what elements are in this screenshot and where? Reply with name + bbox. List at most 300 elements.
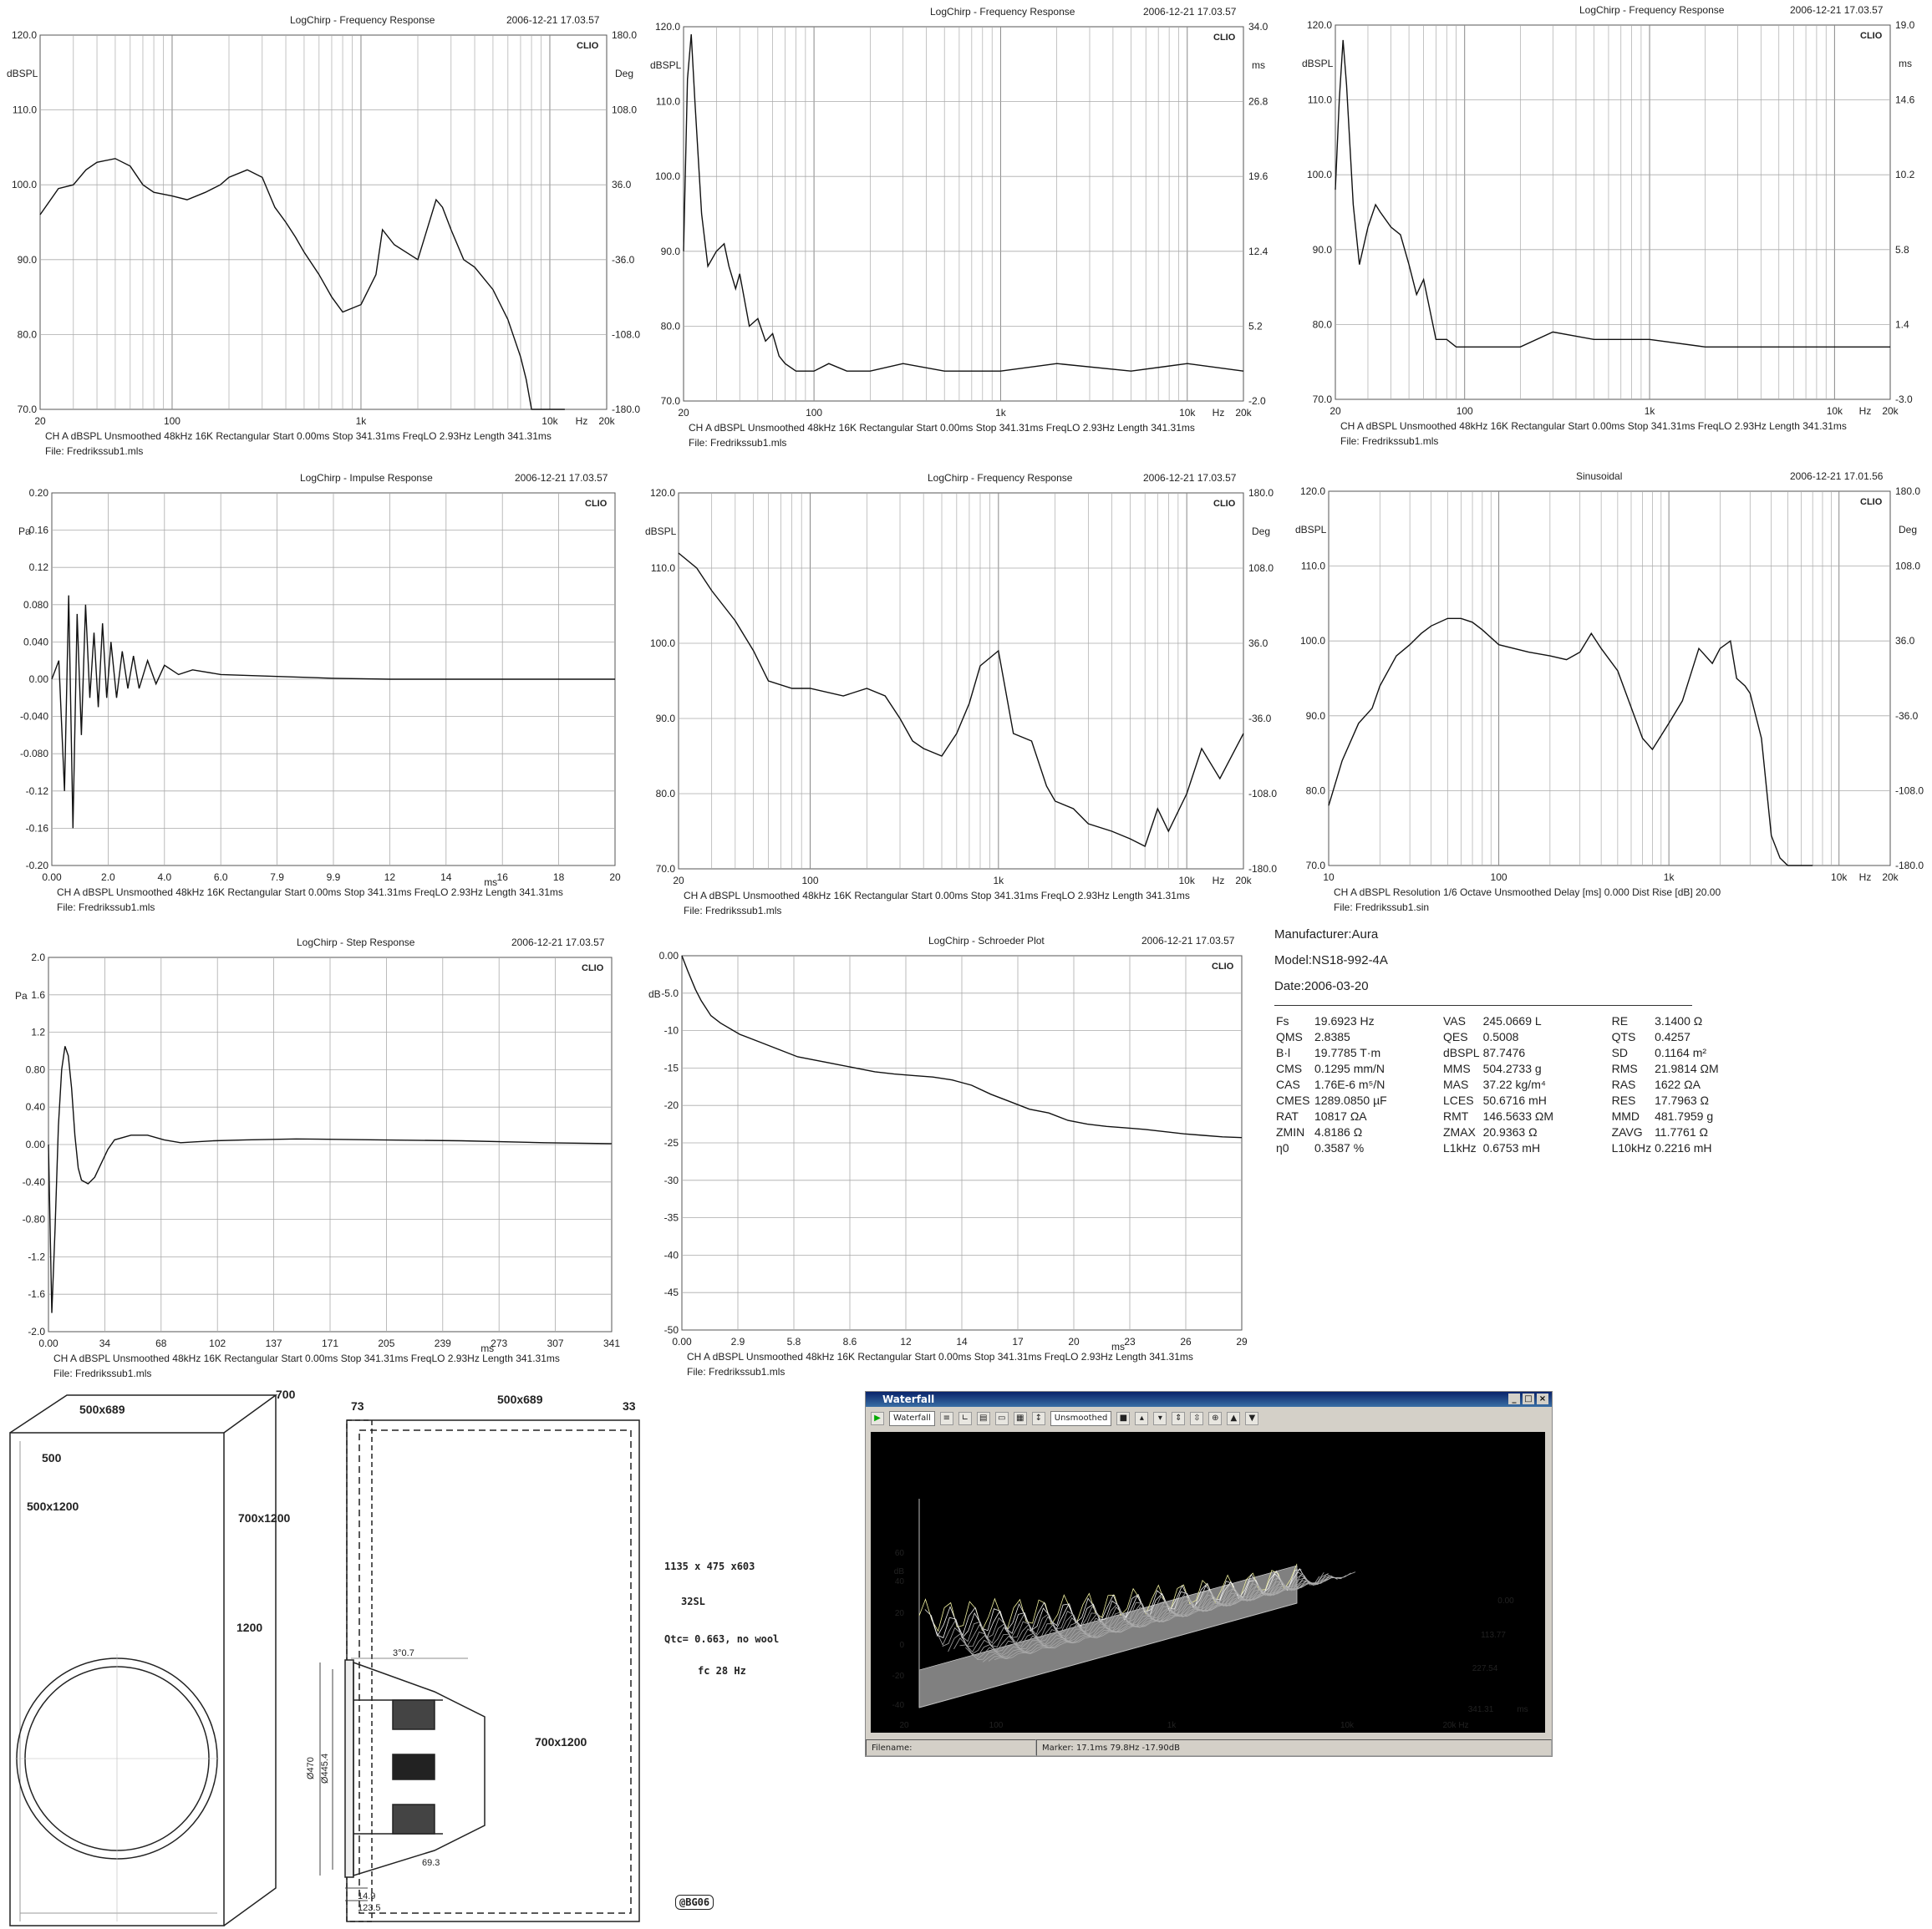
y2-tick-label: 108.0 [612,104,638,116]
chart-fr-2 [643,0,1295,468]
save-icon[interactable]: ▭ [995,1412,1009,1425]
param-name: ZAVG [1611,1124,1643,1139]
chart-title: LogChirp - Frequency Response [928,472,1073,484]
y-tick-label: 90.0 [660,245,680,257]
driver-d2: 14.9 [358,1891,376,1901]
param-value: 245.0669 L [1482,1013,1542,1028]
driver-h1: Ø470 [306,1757,316,1779]
param-row [1274,1028,1782,1044]
y-tick-label: 110.0 [650,562,675,574]
chart-date: 2006-12-21 17.03.57 [1143,472,1237,484]
x-tick-label: 2.0 [101,871,115,883]
model: Model:NS18-992-4A [1274,953,1388,967]
y-tick-label: 100.0 [654,170,680,183]
param-row [1274,1140,1782,1155]
y-tick-label: 120.0 [1306,19,1332,31]
x-tick-label: 6.0 [213,871,228,883]
y-tick-label: -1.2 [28,1251,45,1263]
wf-z-tick: ms [1517,1705,1528,1714]
footer-file: File: Fredrikssub1.mls [689,437,787,449]
param-name: LCES [1443,1093,1474,1107]
y2-tick-label: -108.0 [1248,788,1278,800]
wf-y-tick: dB [893,1567,904,1576]
y-tick-label: 0.80 [25,1063,45,1076]
plot-area [1335,25,1890,399]
y-tick-label: -15 [663,1062,679,1074]
plot-area [684,27,1243,401]
driver-d3: 123.5 [358,1903,381,1913]
y-tick-label: 120.0 [654,21,680,33]
x-tick-label: 68 [155,1338,167,1349]
x-tick-label: 1k [995,407,1006,419]
x-tick-label: 0.00 [38,1338,58,1349]
clio-label: CLIO [1213,33,1236,43]
param-name: L1kHz [1443,1140,1477,1155]
driver-dim: 3°0.7 [393,1648,414,1658]
wf-x-tick: 100 [989,1721,1004,1730]
x-tick-label: 20k [1882,871,1899,883]
param-value: 50.6716 mH [1482,1093,1547,1107]
x-tick-label: 20 [1068,1336,1080,1348]
qtc-note: Qtc= 0.663, no wool [664,1633,780,1645]
y-axis-label: dBSPL [1295,524,1327,536]
y-axis-label: dB [648,988,661,1000]
param-value: 481.7959 g [1655,1109,1714,1123]
dim-d2-top-left: 73 [351,1399,364,1413]
y-tick-label: 0.16 [28,524,48,536]
y-tick-label: -45 [663,1287,679,1299]
x-tick-label: 171 [321,1338,339,1349]
x-tick-label: 307 [547,1338,564,1349]
mode-select[interactable]: Waterfall [889,1411,935,1426]
dim-front-width: 500 [42,1451,62,1465]
param-value: 0.5008 [1482,1029,1519,1043]
x-tick-label: 100 [163,415,180,427]
wf-x-tick: 20k Hz [1442,1721,1469,1730]
date: Date:2006-03-20 [1274,979,1369,993]
y2-tick-label: -180.0 [1895,860,1924,871]
x-axis-label: ms [1111,1341,1125,1353]
y2-tick-label: -2.0 [1248,395,1266,407]
chart-date: 2006-12-21 17.03.57 [515,472,608,484]
expand-icon[interactable]: ⇕ [1172,1412,1185,1425]
y-tick-label: 70.0 [660,395,680,407]
param-name: VAS [1443,1013,1466,1028]
param-name: ZMIN [1276,1124,1305,1139]
y-axis-label: dBSPL [7,68,38,79]
y-tick-label: -10 [663,1024,679,1037]
y-tick-label: 1.6 [31,988,45,1001]
y-tick-label: -0.80 [22,1213,45,1226]
dim-height: 1200 [236,1621,263,1634]
dim-d2-side: 700x1200 [535,1735,587,1749]
filename-field: Filename: [866,1739,1036,1756]
x-tick-label: 1k [355,415,367,427]
footer-file: File: Fredrikssub1.mls [45,445,144,457]
manufacturer: Manufacturer:Aura [1274,927,1379,942]
arrow-down-icon[interactable]: ▼ [1245,1412,1258,1425]
y-tick-label: -0.20 [25,860,48,871]
plot-area [679,493,1243,869]
print-icon[interactable]: ▦ [1014,1412,1027,1425]
x-tick-label: 10k [1826,405,1843,417]
y-tick-label: 100.0 [1299,635,1325,647]
x-tick-label: Hz [1212,407,1225,419]
smoothing-select[interactable]: Unsmoothed [1050,1411,1112,1426]
wf-y-tick: -40 [892,1701,904,1710]
param-value: 19.6923 Hz [1314,1013,1375,1028]
x-tick-label: 20k [1235,407,1252,419]
y-tick-label: 70.0 [1312,393,1332,405]
dim-d2-top: 500x689 [497,1393,543,1406]
play-icon[interactable]: ▶ [871,1412,884,1425]
waterfall-titlebar [866,1392,1552,1407]
params-line: CH A dBSPL Unsmoothed 48kHz 16K Rectangular Start 0.00ms Stop 341.31ms FreqLO 2.93Hz Length 341.31ms [687,1351,1193,1363]
param-row [1274,1124,1782,1140]
params-line: CH A dBSPL Unsmoothed 48kHz 16K Rectangular Start 0.00ms Stop 341.31ms FreqLO 2.93Hz Length 341.31ms [57,886,563,898]
param-name: RAT [1276,1109,1299,1123]
plot-area [1329,491,1890,866]
plot-area [40,35,607,409]
y2-tick-label: -180.0 [612,404,641,415]
x-tick-label: 1k [993,875,1004,886]
footer-file: File: Fredrikssub1.mls [1340,435,1439,447]
y-tick-label: 110.0 [12,104,37,116]
param-name: RMT [1443,1109,1469,1123]
waterfall-statusbar [866,1739,1552,1756]
y-tick-label: 110.0 [655,95,680,108]
param-value: 1289.0850 µF [1314,1093,1387,1107]
x-tick-label: 12 [384,871,396,883]
y-tick-label: 120.0 [11,29,37,41]
x-tick-label: 20 [1330,405,1341,417]
y-tick-label: 100.0 [649,637,675,649]
param-row [1274,1076,1782,1092]
fc-note: fc 28 Hz [698,1665,746,1677]
clio-label: CLIO [1213,499,1236,509]
param-value: 37.22 kg/m⁴ [1482,1077,1546,1091]
chart-sinusoidal [1295,468,1932,919]
param-value: 146.5633 ΩM [1482,1109,1554,1123]
x-tick-label: 20 [678,407,689,419]
x-tick-label: 2.9 [730,1336,745,1348]
chart-date: 2006-12-21 17.01.56 [1790,470,1884,482]
param-value: 1622 ΩA [1655,1077,1701,1091]
x-tick-label: 29 [1236,1336,1248,1348]
x-tick-label: 100 [1456,405,1473,417]
param-value: 0.1164 m² [1655,1045,1707,1059]
driver-h2: Ø445.4 [320,1753,330,1784]
param-value: 0.6753 mH [1482,1140,1541,1155]
waterfall-toolbar [866,1407,1552,1430]
wf-y-tick: 40 [894,1577,904,1586]
arrow-up-icon[interactable]: ▲ [1227,1412,1240,1425]
y-tick-label: -50 [663,1324,679,1336]
clio-label: CLIO [577,41,599,51]
up-icon[interactable]: ▴ [1135,1412,1148,1425]
y2-tick-label: 36.0 [612,179,632,191]
y-tick-label: 90.0 [655,713,675,724]
y2-tick-label: 34.0 [1248,21,1269,33]
param-value: 21.9814 ΩM [1655,1061,1719,1075]
y-tick-label: -35 [663,1211,679,1224]
y2-tick-label: -3.0 [1895,393,1913,405]
y-tick-label: 80.0 [1305,784,1325,797]
x-tick-label: 16 [496,871,508,883]
x-tick-label: 205 [378,1338,395,1349]
stack-icon[interactable]: ≡ [940,1412,953,1425]
x-tick-label: 100 [801,875,819,886]
x-tick-label: 20 [673,875,684,886]
y-tick-label: -40 [663,1249,679,1261]
param-name: B·l [1276,1045,1291,1059]
y2-axis-label: Deg [615,68,634,79]
x-tick-label: 10k [541,415,558,427]
ts-parameters [1274,927,1782,1155]
x-tick-label: 273 [491,1338,508,1349]
dim-side-area: 700x1200 [238,1511,291,1525]
param-name: RAS [1611,1077,1636,1091]
y2-tick-label: -108.0 [1895,784,1924,797]
x-tick-label: 18 [552,871,565,883]
x-axis-label: ms [480,1343,495,1354]
y2-tick-label: 14.6 [1895,94,1915,106]
enclosure-drawing [0,1387,660,1929]
y2-axis-label: ms [1252,59,1265,71]
wf-z-tick: 341.31 [1467,1705,1494,1714]
param-name: CAS [1276,1077,1300,1091]
x-tick-label: 26 [1180,1336,1192,1348]
wf-y-tick: 20 [894,1609,904,1618]
param-value: 19.7785 T·m [1314,1045,1381,1059]
y-axis-label: dBSPL [645,525,677,537]
param-name: CMES [1276,1093,1310,1107]
y-tick-label: 100.0 [11,179,37,191]
param-name: QES [1443,1029,1468,1043]
x-tick-label: 14 [440,871,452,883]
chart-step [0,919,643,1387]
y-tick-label: -2.0 [28,1326,45,1338]
param-name: QMS [1276,1029,1303,1043]
x-tick-label: Hz [1858,871,1872,883]
x-tick-label: Hz [1858,405,1872,417]
chart-date: 2006-12-21 17.03.57 [1143,6,1237,18]
chart-fr-3 [1295,0,1932,468]
waterfall-title: Waterfall [882,1393,935,1405]
param-name: ZMAX [1443,1124,1476,1139]
clio-label: CLIO [1212,962,1234,972]
y-tick-label: 100.0 [1306,169,1332,181]
y2-tick-label: 5.8 [1895,243,1909,256]
waterfall-window [865,1391,1553,1757]
y2-axis-label: ms [1899,58,1912,69]
y2-tick-label: -180.0 [1248,863,1278,875]
x-tick-label: 20 [34,415,46,427]
dim-top-left: 500x689 [79,1403,125,1416]
compress-icon[interactable]: ⇳ [1190,1412,1203,1425]
x-tick-label: 137 [265,1338,282,1349]
chart-date: 2006-12-21 17.03.57 [1141,935,1235,947]
x-tick-label: 5.8 [786,1336,801,1348]
scale-icon[interactable]: ↕ [1032,1412,1045,1425]
stop-icon[interactable]: ■ [1116,1412,1130,1425]
param-name: MMD [1611,1109,1640,1123]
y-tick-label: 90.0 [1312,243,1332,256]
param-value: 504.2733 g [1482,1061,1542,1075]
y2-tick-label: -36.0 [1895,709,1919,722]
y-tick-label: -0.40 [22,1175,45,1188]
params-line: CH A dBSPL Unsmoothed 48kHz 16K Rectangular Start 0.00ms Stop 341.31ms FreqLO 2.93Hz Length 341.31ms [689,422,1195,434]
y-tick-label: 70.0 [1305,860,1325,871]
clio-label: CLIO [585,499,608,509]
y-tick-label: 0.20 [28,487,48,499]
parameter-table [1274,1013,1782,1155]
footer-file: File: Fredrikssub1.sin [1334,901,1430,913]
y-tick-label: -20 [663,1099,679,1112]
y2-tick-label: 26.8 [1248,95,1269,108]
param-name: η0 [1276,1140,1289,1155]
y-tick-label: -5.0 [661,987,679,999]
footer-file: File: Fredrikssub1.mls [684,905,782,916]
param-value: 1.76E-6 m⁵/N [1314,1077,1385,1091]
x-tick-label: 12 [900,1336,912,1348]
param-name: Fs [1276,1013,1289,1028]
chart-schroeder [643,919,1295,1387]
y2-tick-label: 108.0 [1895,560,1921,572]
target-icon[interactable]: ⊕ [1208,1412,1222,1425]
chart-impulse [0,468,643,919]
clio-label: CLIO [1860,497,1883,507]
y2-tick-label: 108.0 [1248,562,1274,574]
param-value: 20.9363 Ω [1482,1124,1538,1139]
x-tick-label: 1k [1663,871,1675,883]
param-value: 11.7761 Ω [1655,1124,1708,1139]
chart-title: LogChirp - Frequency Response [930,6,1075,18]
param-value: 0.1295 mm/N [1314,1061,1385,1075]
param-value: 4.8186 Ω [1314,1124,1363,1139]
x-tick-label: 10k [1178,875,1195,886]
y-tick-label: 0.00 [658,950,679,962]
y2-tick-label: 19.0 [1895,19,1915,31]
param-value: 2.8385 [1314,1029,1350,1043]
folder-icon[interactable]: ▤ [977,1412,990,1425]
params-line: CH A dBSPL Unsmoothed 48kHz 16K Rectangular Start 0.00ms Stop 341.31ms FreqLO 2.93Hz Length 341.31ms [53,1353,560,1364]
x-tick-label: 20k [1882,405,1899,417]
x-tick-label: 10k [1179,407,1196,419]
y-tick-label: 70.0 [655,863,675,875]
param-value: 0.2216 mH [1655,1140,1712,1155]
axis-icon[interactable]: ∟ [958,1412,972,1425]
minimize-button[interactable]: _ [1508,1393,1520,1404]
footer-file: File: Fredrikssub1.mls [57,901,155,913]
param-name: MAS [1443,1077,1469,1091]
y2-axis-label: Deg [1899,524,1918,536]
y-tick-label: 80.0 [660,320,680,332]
y-tick-label: 0.12 [28,561,48,574]
param-name: L10kHz [1611,1140,1652,1155]
y-axis-label: Pa [15,990,28,1002]
y-tick-label: -25 [663,1137,679,1149]
param-value: 17.7963 Ω [1655,1093,1710,1107]
param-name: QTS [1611,1029,1636,1043]
y-tick-label: -1.6 [28,1288,45,1301]
param-row [1274,1044,1782,1060]
wf-y-tick: 60 [894,1549,904,1558]
x-tick-label: 4.0 [157,871,172,883]
x-tick-label: 0.00 [672,1336,692,1348]
stamp: @BG06 [675,1895,714,1910]
down-icon[interactable]: ▾ [1153,1412,1167,1425]
params-line: CH A dBSPL Unsmoothed 48kHz 16K Rectangular Start 0.00ms Stop 341.31ms FreqLO 2.93Hz Length 341.31ms [1340,420,1847,432]
param-value: 0.3587 % [1314,1140,1365,1155]
y2-tick-label: -36.0 [612,253,635,266]
param-value: 3.1400 Ω [1655,1013,1703,1028]
y2-tick-label: 19.6 [1248,170,1269,183]
marker-field: Marker: 17.1ms 79.8Hz -17.90dB [1036,1739,1552,1756]
x-axis-label: ms [484,876,498,888]
y-tick-label: 2.0 [31,952,45,963]
chart-fr-1 [0,0,643,468]
y2-tick-label: 36.0 [1895,635,1915,647]
x-tick-label: 341 [602,1338,621,1349]
y-tick-label: 70.0 [17,404,37,415]
param-name: RE [1611,1013,1629,1028]
param-value: 0.4257 [1655,1029,1690,1043]
chart-title: LogChirp - Frequency Response [1579,4,1725,16]
dim-d2-top-right: 33 [623,1399,636,1413]
x-tick-label: 20k [1235,875,1252,886]
x-tick-label: 239 [434,1338,451,1349]
y-tick-label: 80.0 [655,788,675,800]
wf-y-tick: -20 [892,1672,904,1681]
param-row [1274,1108,1782,1124]
param-name: RES [1611,1093,1636,1107]
x-tick-label: 20 [609,871,621,883]
y2-tick-label: 10.2 [1895,169,1915,181]
y-tick-label: 0.40 [25,1101,45,1114]
y-tick-label: 110.0 [1300,560,1325,572]
wf-z-tick: 227.54 [1472,1664,1498,1673]
param-name: MMS [1443,1061,1471,1075]
params-line: CH A dBSPL Unsmoothed 48kHz 16K Rectangular Start 0.00ms Stop 341.31ms FreqLO 2.93Hz Length 341.31ms [684,890,1190,901]
waterfall-floor [919,1566,1297,1708]
x-tick-label: 8.6 [842,1336,857,1348]
chart-title: LogChirp - Schroeder Plot [928,935,1045,947]
box-dims: 1135 x 475 x603 [664,1561,755,1572]
param-row [1274,1013,1782,1028]
footer-file: File: Fredrikssub1.mls [53,1368,152,1379]
chart-date: 2006-12-21 17.03.57 [511,937,605,948]
dim-top-right: 700 [276,1388,296,1401]
y-tick-label: 110.0 [1307,94,1332,106]
y-tick-label: 120.0 [1299,485,1325,497]
wf-z-tick: 0.00 [1497,1597,1514,1606]
x-tick-label: 100 [1490,871,1507,883]
y2-tick-label: -36.0 [1248,713,1272,724]
close-button[interactable]: × [1537,1393,1548,1404]
y-tick-label: -0.040 [19,710,48,723]
y-tick-label: 80.0 [17,328,37,341]
x-tick-label: 23 [1124,1336,1136,1348]
y2-tick-label: 180.0 [1895,485,1921,497]
maximize-button[interactable]: □ [1523,1393,1534,1404]
chart-title: LogChirp - Frequency Response [290,14,435,26]
param-name: RMS [1611,1061,1638,1075]
y-axis-label: dBSPL [650,59,682,71]
wf-y-tick: 0 [899,1641,904,1650]
x-tick-label: 10 [1323,871,1335,883]
x-tick-label: 10k [1831,871,1848,883]
